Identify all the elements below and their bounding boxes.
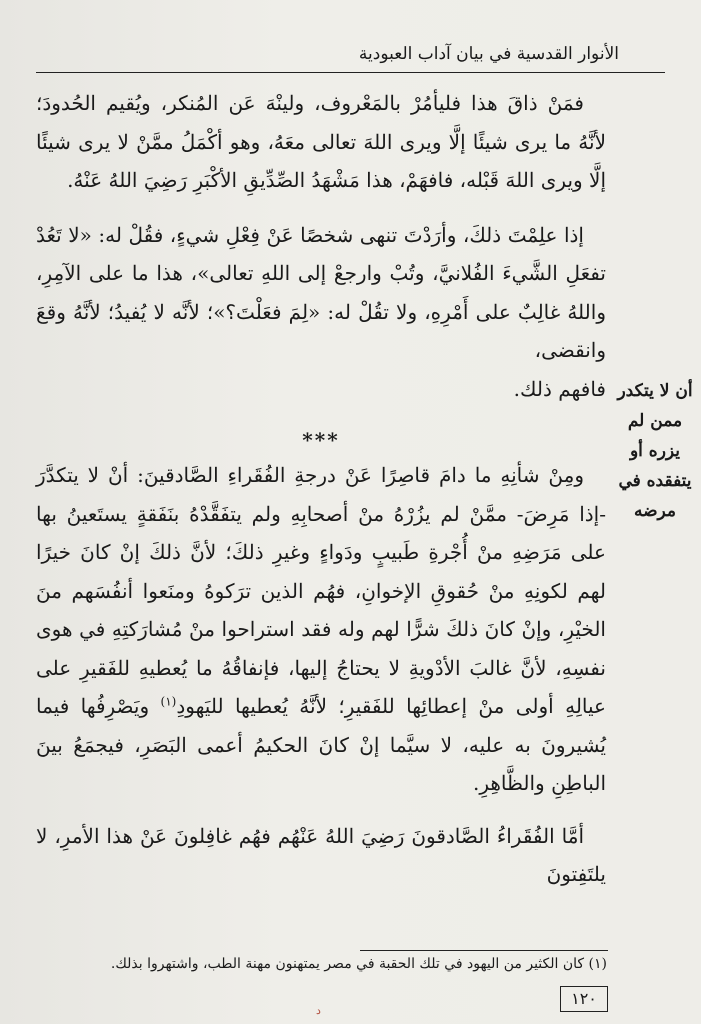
paragraph-3: فافهم ذلك. bbox=[513, 376, 606, 401]
paragraph-2: إذا علِمْتَ ذلكَ، وأرَدْتَ تنهى شخصًا عَنْ فِعْلِ شيءٍ، فقُلْ له: «لا تَعُدْ تفعَلِ الشَّيءَ الفُلانيَّ، وتُبْ وارجعْ إلى اللهِ تعالى»، هذا ما على الآمِرِ، واللهُ غالِبٌ على أَمْرِهِ، ولا تقُلْ له: «لِمَ فعَلْتَ؟»؛ لأنَّه لا يُفيدُ؛ لأنَّهُ وقعَ وانقضى، bbox=[36, 222, 606, 362]
paragraph-4 bbox=[36, 456, 606, 803]
footnote-reference: (١) bbox=[160, 694, 177, 709]
section-separator: *** bbox=[302, 428, 340, 452]
margin-heading: أن لا يتكدر ممن لم يزره أو يتفقده في مرضه bbox=[617, 381, 693, 521]
paragraph-1: فمَنْ ذاقَ هذا فليأمُرْ بالمَعْروف، ولينْهَ عَن المُنكر، ويُقيم الحُدودَ؛ لأنَّهُ ما يرى شيئًا إلَّا ويرى اللهَ تعالى معَهُ، وهو أكْمَلُ ممَّنْ لا يرى شيئًا إلَّا ويرى اللهَ قَبْله، فافهَمْ، هذا مَشْهَدُ الصِّدِّيقِ الأكْبَرِ رَضِيَ اللهُ عَنْهُ. bbox=[36, 91, 606, 192]
footnote: (١) كان الكثير من اليهود في تلك الحقبة في مصر يمتهنون مهنة الطب، واشتهروا بذلك. bbox=[110, 956, 607, 972]
header-rule bbox=[36, 72, 665, 73]
main-text-block bbox=[36, 84, 606, 894]
page-number: ١٢٠ bbox=[560, 986, 608, 1012]
paragraph-5: أمَّا الفُقَراءُ الصَّادقونَ رَضِيَ اللهُ عَنْهُم فهُم غافِلونَ عَنْ هذا الأمرِ، لا يلتَفِتونَ bbox=[36, 823, 606, 886]
printer-mark: د bbox=[316, 1004, 321, 1017]
footnote-rule bbox=[360, 950, 608, 951]
paragraph-4-text-b: ويَصْرِفُها فيما يُشيرونَ به عليه، لا سيَّما إنْ كانَ الحكيمُ أعمى البَصَرِ، فيجمَعُ بينَ الباطِنِ والظَّاهِرِ. bbox=[36, 694, 606, 795]
paragraph-4-text-a: ومِنْ شأنِهِ ما دامَ قاصِرًا عَنْ درجةِ الفُقَراءِ الصَّادقينَ: أنْ لا يتكدَّرَ -إذا مَرِضَ- ممَّنْ لم يزُرْهُ منْ أصحابِهِ ولم يتفَقَّدْهُ بنَفَقةٍ يستَعينُ بها على مَرَضِهِ منْ أُجْرةِ طَبيبٍ ودَواءٍ وغيرِ ذلكَ؛ لأنَّ ذلكَ إنْ كانَ خيرًا لهم لكونِهِ منْ حُقوقِ الإخوانِ، فهُم الذين ترَكوهُ ومنَعوا أنفُسَهم منَ الخيْرِ، وإنْ كانَ ذلكَ شرًّا لهم وله فقد استراحوا منْ مُشارَكتِهِ في هوى نفسِهِ، لأنَّ غالبَ الأدْويةِ لا يحتاجُ إليها، فإنفاقُهُ ما يُعطيهِ للفَقيرِ على عيالِهِ أولى منْ إعطائِها للفَقيرِ؛ لأنَّهُ يُعطيها لليَهودِ bbox=[36, 463, 606, 718]
running-header-title: الأنوار القدسية في بيان آداب العبودية bbox=[358, 44, 619, 64]
